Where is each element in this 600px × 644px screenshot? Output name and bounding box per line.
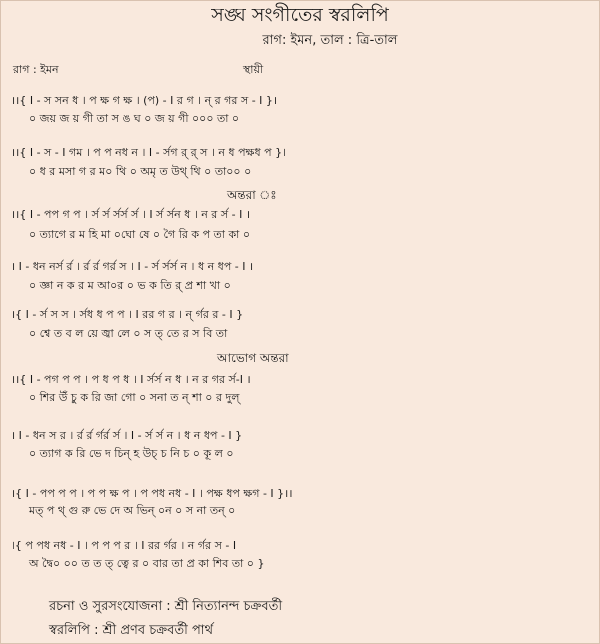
page-title: সঙ্ঘ সংগীতের স্বরলিপি: [211, 4, 389, 26]
notation-line-8-lyrics: মত্ প থ্ গু রু ভে দে অ ভিন্ ০ন ০ স না তন্ ০: [29, 504, 236, 517]
notation-line-2-lyrics: ০ ধ র মসা গ র ম০ থি ০ অমৃ ত উথ্ থি ০ তা০০ ০: [29, 165, 252, 178]
notation-line-8-notes: ।{ I - পপ প প । প প ক্ষ প । প পধ নধ - I । পক্ষ ধপ ক্ষগ - I }।।: [11, 487, 293, 500]
abhog-heading: আভোগ অন্তরা: [217, 351, 289, 365]
raga-tala-subtitle: রাগ: ইমন, তাল : ত্রি-তাল: [262, 33, 398, 48]
sthayi-heading: স্থায়ী: [243, 63, 264, 76]
notation-line-9-lyrics: অ দ্বৈ০ ০০ ত ত ত্ ত্বে র ০ বার তা প্র কা শিব তা ০ }: [29, 557, 265, 570]
notation-line-6-notes: ।।{ I - পগ প প । প ধ প ধ । I র্সর্স ন ধ । ন র গর র্স-I ।: [11, 373, 251, 386]
notation-line-6-lyrics: ০ শির উঁ চু ক রি জা গো ০ সনা ত ন্ শা ০ র দুল্: [29, 391, 240, 404]
notation-line-5-lyrics: ০ শ্বে ত ব ল য়ে জ্বা লে ০ স ত্ তে র স বি তা: [29, 327, 228, 340]
notation-line-1-notes: ।।{ I - স সন ধ । প ক্ষ গ ক্ষ । (প) - I র গ । ন্ র গর স - I }।: [11, 94, 278, 107]
raga-label: রাগ : ইমন: [13, 63, 59, 76]
notation-line-4-lyrics: ০ জ্ঞা ন ক র ম আ০র ০ ভ ক তি র্ প্র শা খা ০: [29, 279, 231, 292]
notation-line-3-notes: ।।{ I - পপ গ প । র্স র্স র্সর্স র্স । I র্স র্সন ধ । ন র র্স - I ।: [11, 208, 250, 221]
notation-line-4-notes: । I - ধন নর্স র্র । র্র র্র গর্র স । I - র্স র্সর্স ন । ধ ন ধপ - I ।: [11, 260, 254, 273]
antara-heading: অন্তরা ঃ: [227, 188, 277, 202]
notation-line-9-notes: ।{ প পধ নধ - I । প প প র । I রর র্গর । ন র্গর স - I: [11, 539, 237, 552]
notation-line-1-lyrics: ০ জয় জ য় গী তা স ঙ ঘ ০ জ য় গী ০০০ তা ০: [29, 112, 240, 125]
notation-line-5-notes: ।{ I - র্স স স । র্সধ ধ প প । I রর গ র । ন্ র্গর র - I }: [11, 308, 244, 321]
notation-line-7-notes: । I - ধন স র । র্র র্র র্গর্র র্স । I - র্স র্স ন । ধ ন ধপ - I }: [11, 429, 243, 442]
notation-line-3-lyrics: ০ ত্যাগে র ম হি মা ০ঘো ষে ০ গৈ রি ক প তা কা ০: [29, 228, 251, 241]
composer-credit: রচনা ও সুরসংযোজনা : শ্রী নিত্যানন্দ চক্রবর্তী: [49, 599, 283, 614]
notation-line-7-lyrics: ০ ত্যাগ ক রি ভে দ চিন্ হ উচ্ চ নি চ ০ কূ ল ০: [29, 447, 234, 460]
notation-line-2-notes: ।।{ I - স - I গম । প প নধ ন । I - র্সগ র্ র্ স । ন ধ পক্ষধ প }।: [11, 146, 287, 159]
notation-credit: স্বরলিপি : শ্রী প্রণব চক্রবর্তী পার্থ: [49, 623, 213, 638]
